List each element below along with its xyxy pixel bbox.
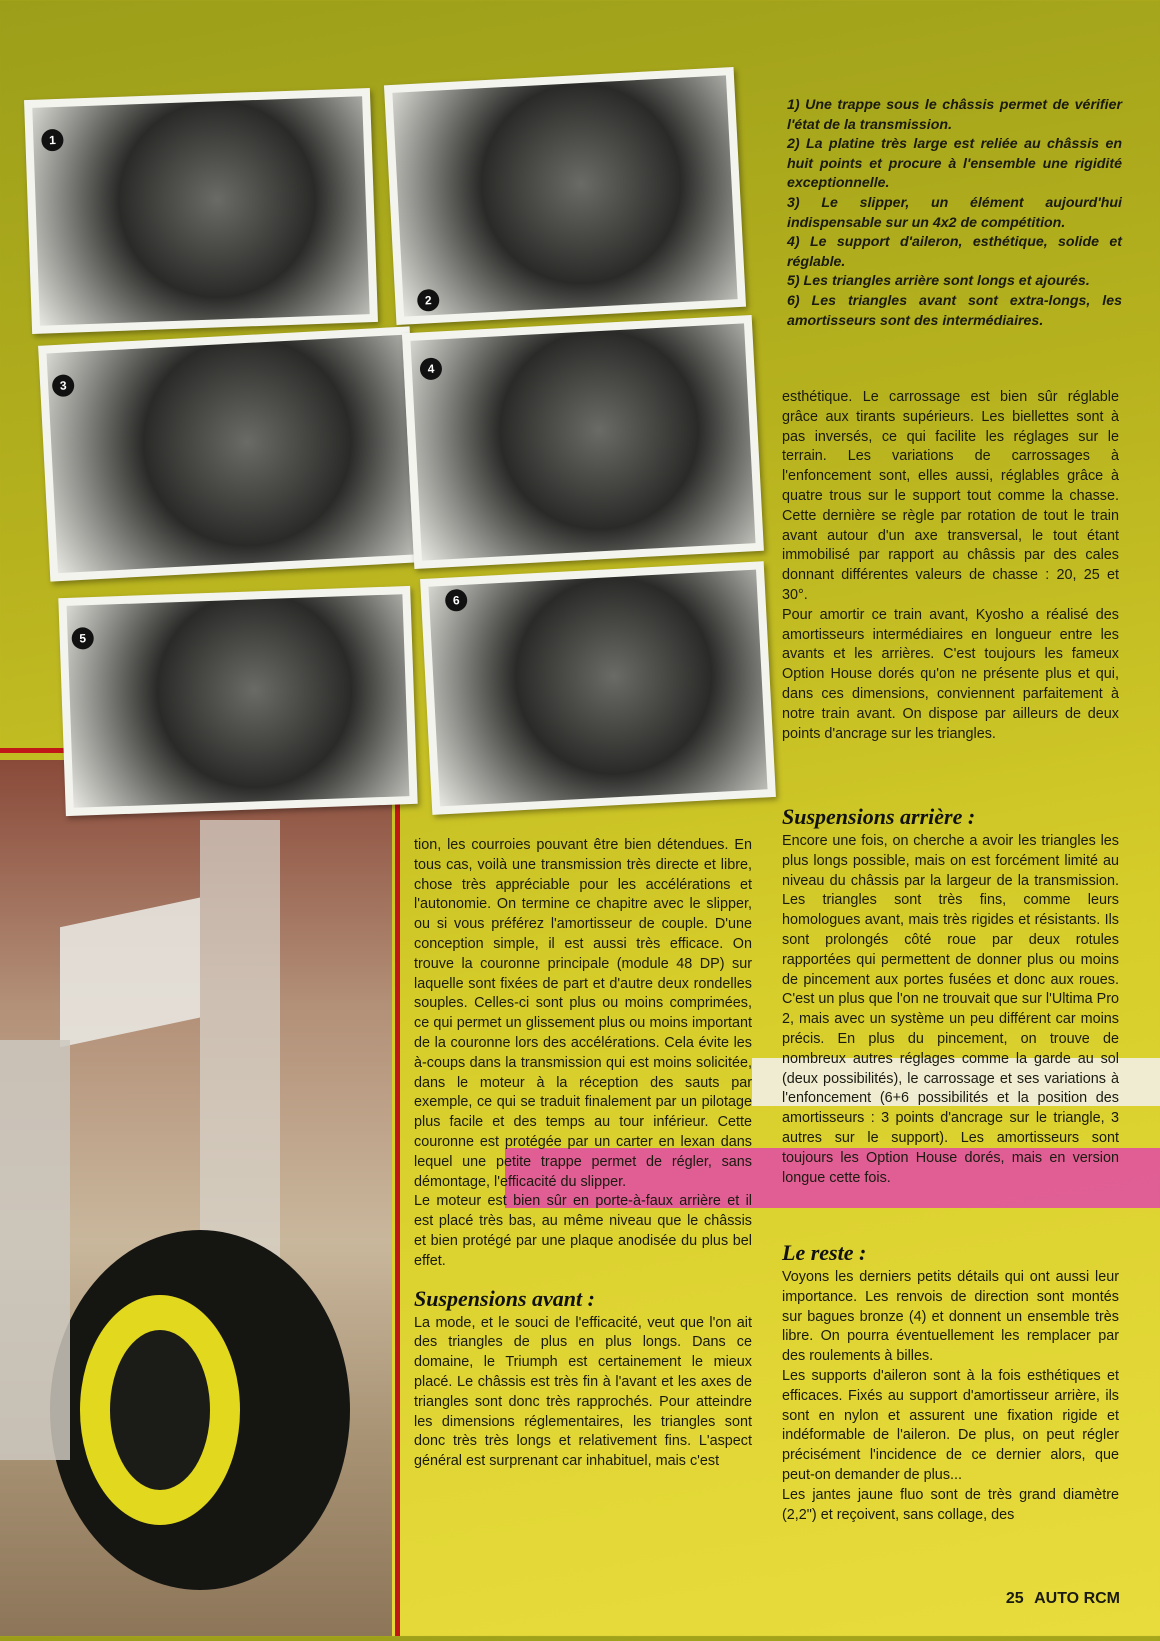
detail-photo-5: [58, 586, 417, 816]
paragraph: esthétique. Le carrossage est bien sûr réglable grâce aux tirants supérieurs. Les biellettes sont à pas inversés, ce qui facilite les réglages sur le terrain. Les variations de carrossages à l'enfoncement sont, elles aussi, réglables grâce à quatre trous sur le support tout comme la chasse. Cette dernière se règle par rotation de tout le train avant autour d'un axe transversal, le tout étant immobilisé par rapport au châssis par des cales donnant différentes valeurs de chasse : 20, 25 et 30°.: [782, 389, 1119, 603]
section-heading: Suspensions arrière :: [782, 804, 976, 829]
detail-photo-4: [402, 315, 764, 569]
detail-photo-6: [420, 561, 776, 815]
section-rest: [782, 1240, 1119, 1525]
section-rear-suspension: [782, 804, 1119, 1188]
detail-photo-1: [24, 88, 378, 334]
paragraph: Les jantes jaune fluo sont de très grand diamètre (2,2") et reçoivent, sans collage, des: [782, 1486, 1119, 1523]
article-column-middle: [414, 836, 752, 1472]
caption-3: 3) Le slipper, un élément aujourd'hui indispensable sur un 4x2 de compétition.: [787, 194, 1122, 231]
magazine-name: AUTO RCM: [1034, 1590, 1120, 1607]
paragraph: Voyons les derniers petits détails qui ont aussi leur importance. Les renvois de direction sont montés sur bagues bronze (4) et donnent un ensemble très libre. On pourra éventuellement les remplacer par des roulements à billes.: [782, 1269, 1119, 1365]
paragraph: Pour amortir ce train avant, Kyosho a réalisé des amortisseurs intermédiaires en longueur entre les avants et les arrières. C'est toujours les fameux Option House dorés qu'on ne présente plus et qui, dans ces dimensions, conviennent parfaitement à notre train avant. On dispose par ailleurs de deux points d'ancrage sur les triangles.: [782, 606, 1119, 742]
photo-frame: [0, 748, 400, 1636]
paragraph: Le moteur est bien sûr en porte-à-faux arrière et il est placé très bas, au même niveau que le châssis et bien protégé par une plaque anodisée du plus bel effet.: [414, 1193, 752, 1269]
page-number: 25: [1005, 1590, 1024, 1607]
paragraph: Encore une fois, on cherche a avoir les triangles les plus longs possible, mais on est forcément limité au niveau du châssis par la largeur de la transmission. Les triangles sont très fins, comme leurs homologues avant, mais très rigides et résistants. Ils sont prolongés côté roue par deux rotules rapportées qui permettent de donner plus ou moins de pincement aux portes fusées et donc aux roues. C'est un plus que l'on ne trouvait que sur l'Ultima Pro 2, mais avec un système un peu différent car moins précis. En plus du pincement, on trouve de nombreux autres réglages comme la garde au sol (deux possibilités), le carrossage et ses variations à l'enfoncement (6+6 possibilités et la position des amortisseurs : 3 points d'ancrage sur le triangle, 3 autres sur le support). Les amortisseurs sont toujours les Option House dorés, mais en version longue cette fois.: [782, 833, 1119, 1186]
photo-number-badge: 1: [41, 129, 64, 152]
section-heading: Suspensions avant :: [414, 1285, 595, 1311]
caption-4: 4) Le support d'aileron, esthétique, solide et réglable.: [787, 234, 1122, 270]
article-column-right-top: [782, 388, 1119, 744]
caption-5: 5) Les triangles arrière sont longs et ajourés.: [787, 273, 1090, 290]
photo-number-badge: 2: [417, 289, 440, 312]
photo-number-badge: 4: [419, 357, 442, 380]
photo-number-badge: 5: [71, 627, 94, 650]
paragraph: La mode, et le souci de l'efficacité, veut que l'on ait des triangles de plus en plus longs. Dans ce domaine, le Triumph est certainement le mieux placé. Le châssis est très fin à l'avant et les axes de triangles sont donc très rapprochés. Pour atteindre les dimensions réglementaires, les triangles sont donc très très longs et relativement fins. L'aspect général est surprenant car inhabituel, mais c'est: [414, 1314, 752, 1470]
detail-photo-2: [384, 67, 746, 325]
photo-number-badge: 3: [52, 374, 75, 397]
paragraph: tion, les courroies pouvant être bien détendues. En tous cas, voilà une transmission très directe et libre, chose très appréciable pour les accélérations et l'autonomie. On termine ce chapitre avec le slipper, ou si vous préférez l'amortisseur de couple. D'une conception simple, il est aussi très efficace. On trouve la couronne principale (module 48 DP) sur laquelle sont fixées de part et d'autre deux rondelles souples. Celles-ci sont plus ou moins comprimées, ce qui permet un glissement plus ou moins important de la couronne lors des accélérations. Cela évite les à-coups dans la transmission qui est moins solicitée, dans le moteur à la réception des sauts par exemple, ce qui se traduit finalement par un pilotage plus facile et des temps au tour inférieur. Cette couronne est protégée par un carter en lexan dans lequel une petite trappe permet de régler, sans démontage, l'efficacité du slipper.: [414, 837, 752, 1190]
photo-captions: [787, 96, 1122, 331]
paragraph: Les supports d'aileron sont à la fois esthétiques et efficaces. Fixés au support d'amortisseur arrière, ils sont en nylon et assurent une fixation rigide et indéformable de l'aileron. De plus, on peut régler précisément l'incidence de ce dernier alors, que peut-on demander de plus...: [782, 1367, 1119, 1483]
photo-number-badge: 6: [445, 589, 468, 612]
page-footer: [1006, 1590, 1120, 1608]
caption-2: 2) La platine très large est reliée au châssis en huit points et procure à l'ensemble une rigidité exceptionnelle.: [787, 136, 1122, 192]
caption-6: 6) Les triangles avant sont extra-longs, les amortisseurs sont des intermédiaires.: [787, 292, 1122, 329]
detail-photo-3: [38, 326, 422, 581]
caption-1: 1) Une trappe sous le châssis permet de vérifier l'état de la transmission.: [787, 97, 1122, 133]
section-heading: Le reste :: [782, 1240, 867, 1265]
